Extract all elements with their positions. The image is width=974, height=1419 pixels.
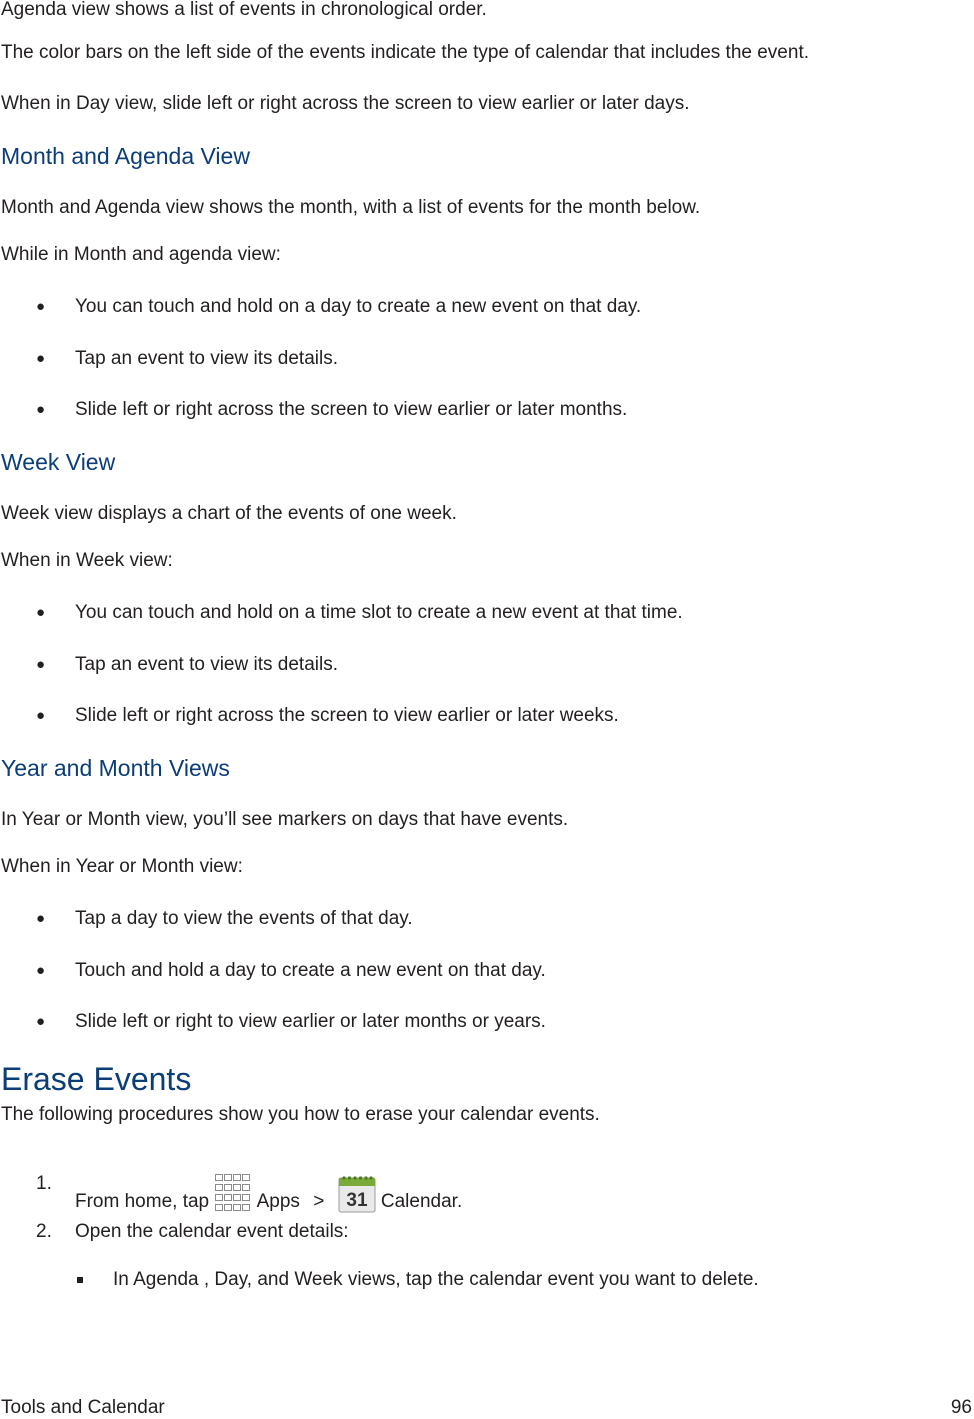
step-2-text: Open the calendar event details: xyxy=(75,1221,349,1242)
year-month-when: When in Year or Month view: xyxy=(1,856,243,877)
calendar-31-icon xyxy=(338,1175,376,1219)
heading-year-month-views: Year and Month Views xyxy=(1,755,230,781)
heading-erase-events: Erase Events xyxy=(1,1061,192,1097)
step-number: 2. xyxy=(36,1221,52,1242)
month-agenda-while: While in Month and agenda view: xyxy=(1,244,281,265)
week-description: Week view displays a chart of the events of one week. xyxy=(1,503,457,524)
step-1-text xyxy=(75,1173,462,1219)
bullet-marker: ● xyxy=(36,656,46,673)
year-month-description: In Year or Month view, you’ll see markers on days that have events. xyxy=(1,809,569,830)
bullet-item: Tap a day to view the events of that day. xyxy=(75,908,413,929)
footer-section-title: Tools and Calendar xyxy=(1,1397,165,1418)
bullet-marker: ● xyxy=(36,298,46,315)
heading-week-view: Week View xyxy=(1,449,116,475)
bullet-item: You can touch and hold on a day to create a new event on that day. xyxy=(75,296,642,317)
page-number: 96 xyxy=(950,1397,972,1418)
bullet-item: Tap an event to view its details. xyxy=(75,348,338,369)
apps-label: Apps xyxy=(256,1191,300,1212)
bullet-marker: ● xyxy=(36,910,46,927)
substep-text: In Agenda , Day, and Week views, tap the calendar event you want to delete. xyxy=(113,1269,759,1290)
path-separator: > xyxy=(313,1191,325,1212)
color-bars-description: The color bars on the left side of the events indicate the type of calendar that includes the event. xyxy=(1,42,810,63)
bullet-item: Slide left or right across the screen to view earlier or later months. xyxy=(75,399,628,420)
calendar-label: Calendar xyxy=(380,1191,457,1212)
month-agenda-description: Month and Agenda view shows the month, with a list of events for the month below. xyxy=(1,197,701,218)
step-1-prefix: From home, tap xyxy=(75,1191,210,1212)
week-when: When in Week view: xyxy=(1,550,173,571)
bullet-item: Tap an event to view its details. xyxy=(75,654,338,675)
bullet-marker: ● xyxy=(36,401,46,418)
apps-grid-icon xyxy=(214,1173,252,1219)
erase-intro: The following procedures show you how to erase your calendar events. xyxy=(1,1104,600,1125)
bullet-item: Slide left or right across the screen to view earlier or later weeks. xyxy=(75,705,619,726)
step-1-end: . xyxy=(456,1191,463,1212)
day-view-description: When in Day view, slide left or right across the screen to view earlier or later days. xyxy=(1,93,690,114)
bullet-marker: ● xyxy=(36,350,46,367)
agenda-description: Agenda view shows a list of events in chronological order. xyxy=(1,0,487,20)
bullet-marker: ● xyxy=(36,604,46,621)
bullet-marker: ● xyxy=(36,962,46,979)
bullet-item: Touch and hold a day to create a new event on that day. xyxy=(75,960,546,981)
bullet-marker: ● xyxy=(36,1013,46,1030)
step-number: 1. xyxy=(36,1173,52,1194)
square-bullet xyxy=(77,1277,83,1283)
bullet-item: You can touch and hold on a time slot to create a new event at that time. xyxy=(75,602,683,623)
svg-text:31: 31 xyxy=(346,1190,368,1211)
heading-month-agenda-view: Month and Agenda View xyxy=(1,143,250,169)
bullet-item: Slide left or right to view earlier or later months or years. xyxy=(75,1011,546,1032)
bullet-marker: ● xyxy=(36,707,46,724)
